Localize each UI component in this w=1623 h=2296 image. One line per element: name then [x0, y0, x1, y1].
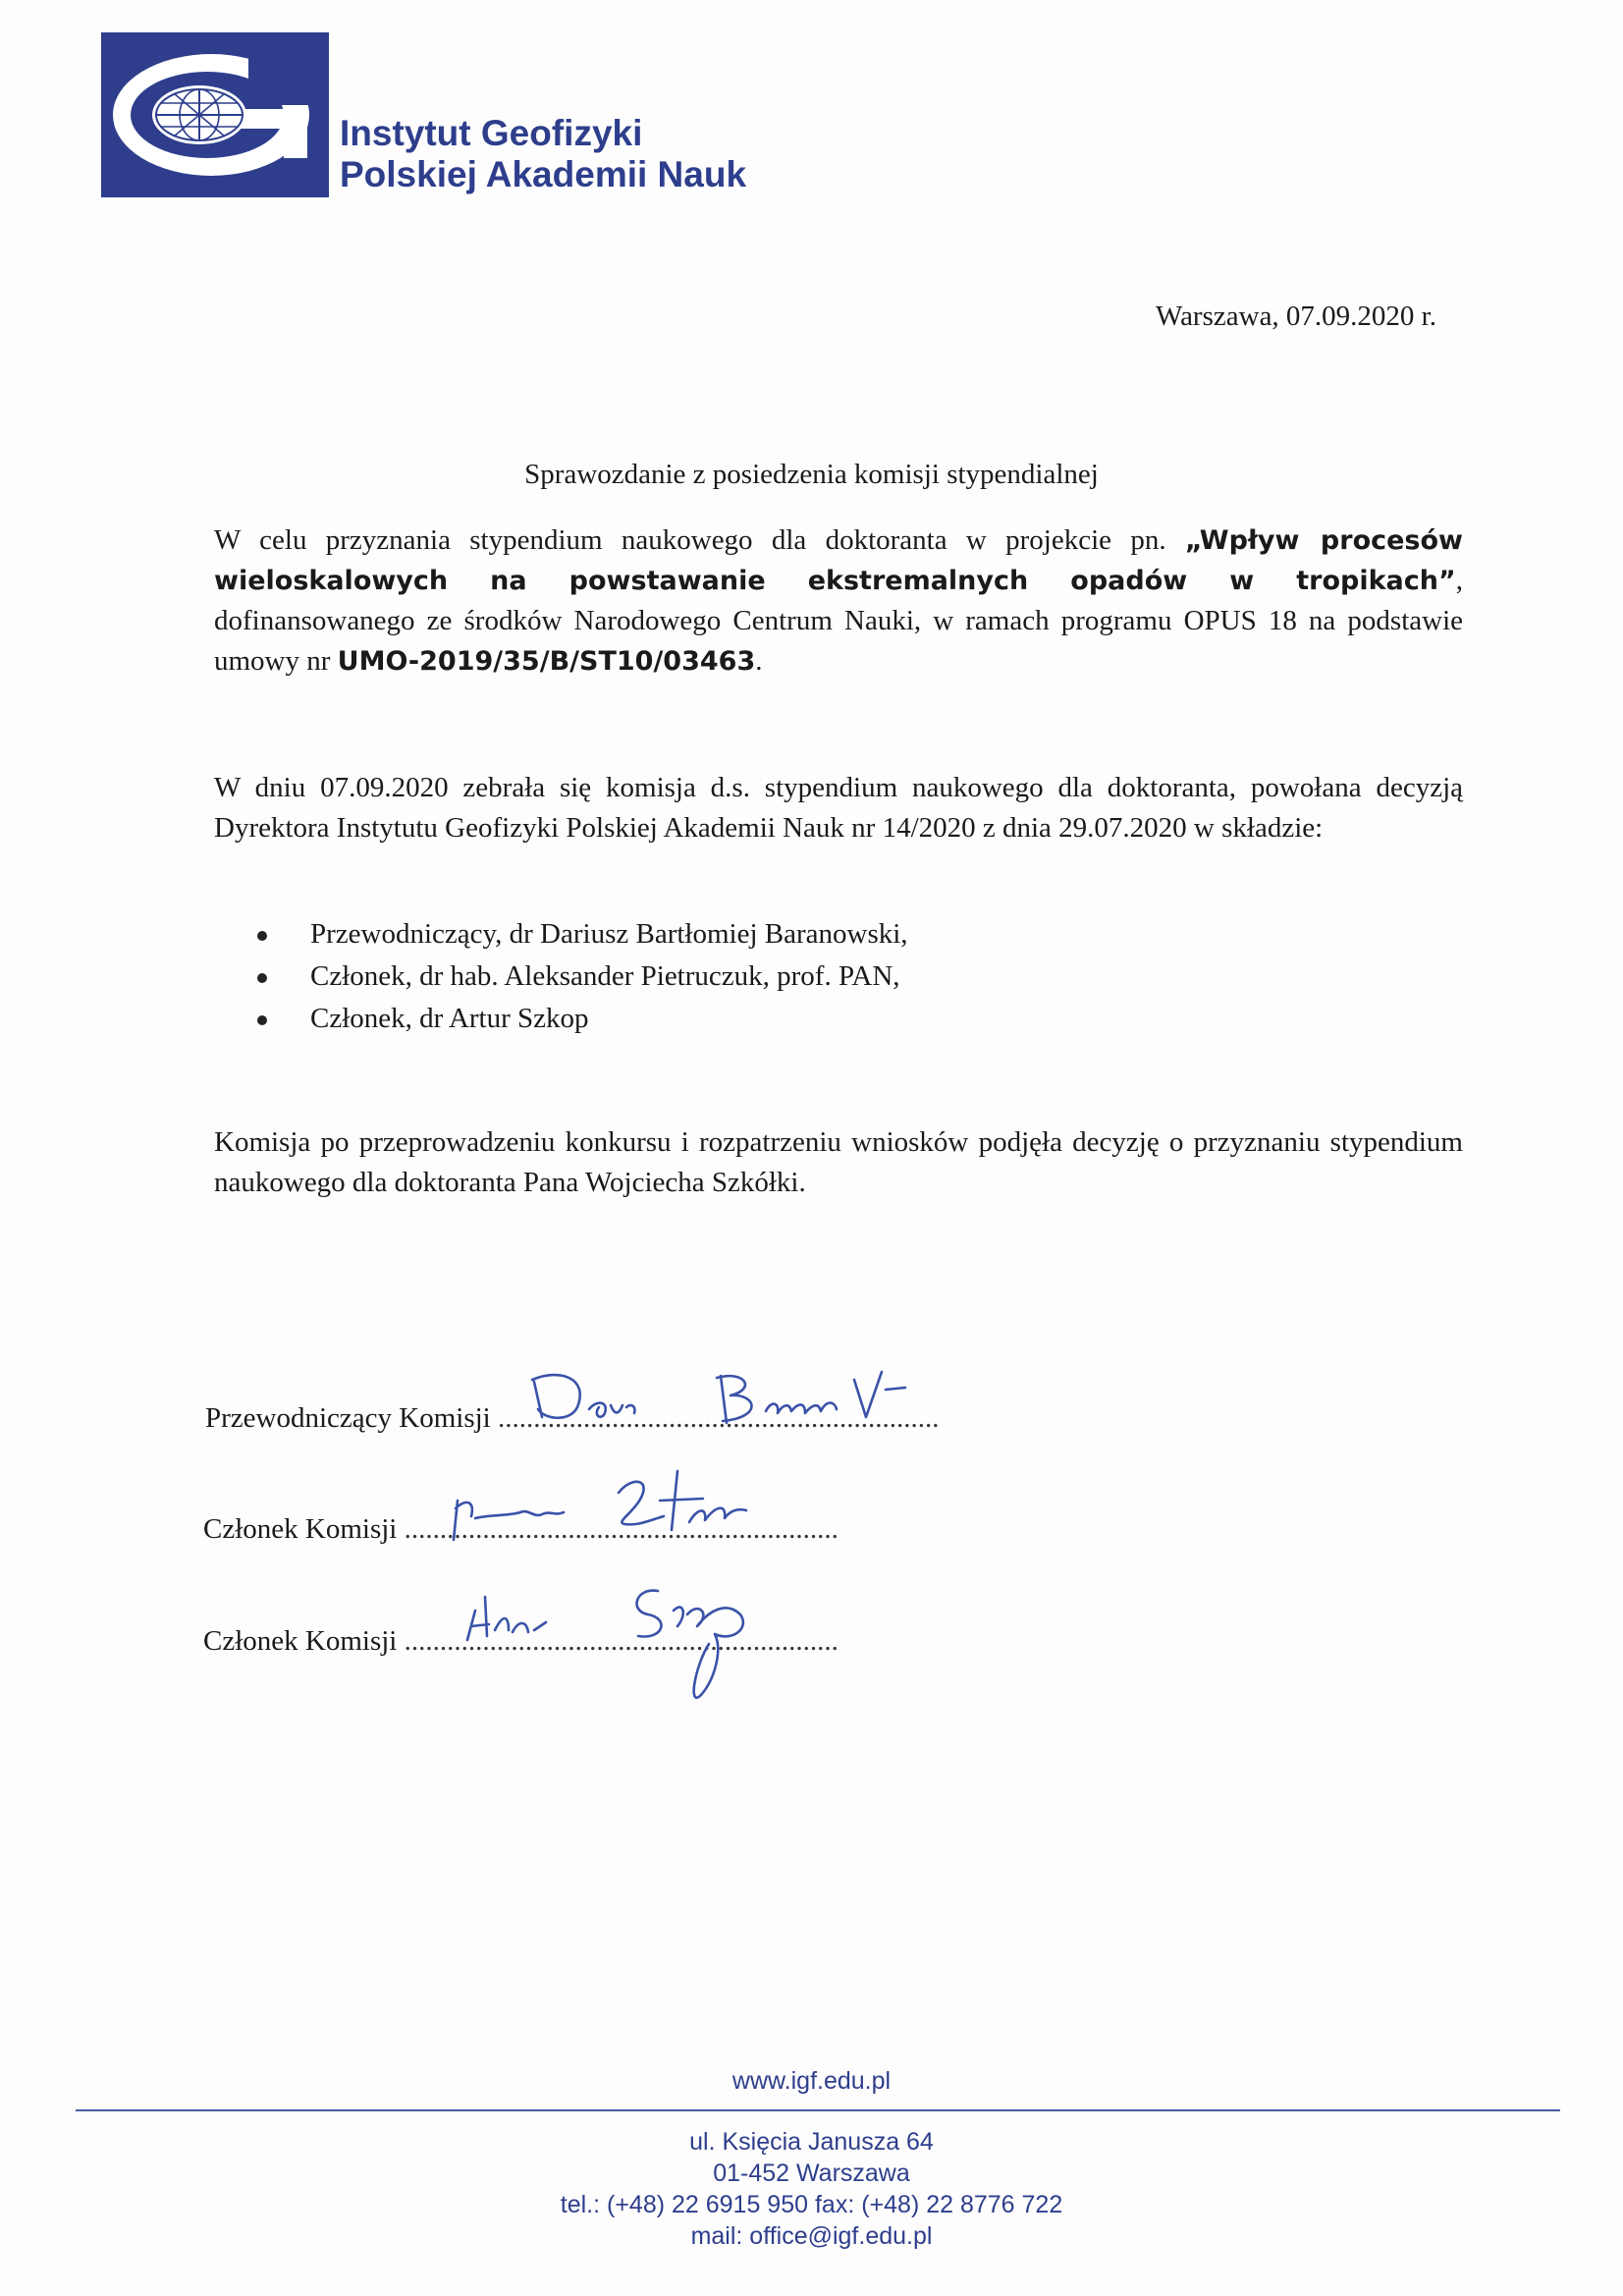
paragraph-project-end: .	[755, 645, 763, 677]
member-1: Członek, dr hab. Aleksander Pietruczuk, prof. PAN,	[310, 960, 900, 992]
paragraph-project	[214, 520, 1463, 682]
footer-city: 01-452 Warszawa	[713, 2159, 910, 2187]
member-2: Członek, dr Artur Szkop	[310, 1003, 589, 1034]
bullet-icon	[257, 931, 267, 941]
committee-members-list	[257, 913, 908, 1040]
igf-globe-logo-icon	[101, 32, 329, 197]
footer-address	[0, 2126, 1623, 2252]
list-item	[257, 998, 908, 1040]
paragraph-decision: Komisja po przeprowadzeniu konkursu i rozpatrzeniu wniosków podjęła decyzję o przyznaniu stypendium naukowego dla doktoranta Pana Wojciecha Szkółki.	[214, 1126, 1463, 1198]
institute-name	[340, 113, 746, 195]
signature-line-member1: .............................................................	[404, 1513, 839, 1545]
signature-label-member2: Członek Komisji	[203, 1625, 398, 1657]
bullet-icon	[257, 1015, 267, 1025]
list-item	[257, 913, 908, 956]
list-item	[257, 956, 908, 998]
handwritten-signature-chair	[520, 1360, 933, 1439]
signature-label-chair: Przewodniczący Komisji	[205, 1402, 491, 1434]
paragraph-project-intro: W celu przyznania stypendium naukowego dla doktoranta w projekcie pn.	[214, 524, 1185, 556]
handwritten-signature-member1	[432, 1461, 805, 1550]
member-chair: Przewodniczący, dr Dariusz Bartłomiej Baranowski,	[310, 918, 908, 950]
institute-name-line2: Polskiej Akademii Nauk	[340, 154, 747, 194]
contract-number: UMO-2019/35/B/ST10/03463	[337, 646, 756, 677]
paragraph-project-middle: , dofinansowanego ze środków Narodowego Centrum Nauki, w ramach programu OPUS 18 na podstawie umowy nr	[214, 565, 1463, 677]
signature-line-member2: .............................................................	[404, 1625, 839, 1657]
paragraph-committee: W dniu 07.09.2020 zebrała się komisja d.s. stypendium naukowego dla doktoranta, powołana decyzją Dyrektora Instytutu Geofizyki Polskiej Akademii Nauk nr 14/2020 z dnia 29.07.2020 w składzie:	[214, 772, 1463, 844]
project-title: „Wpływ procesów wieloskalowych na powstawanie ekstremalnych opadów w tropikach”	[214, 525, 1463, 596]
footer-website-link[interactable]: www.igf.edu.pl	[731, 2067, 892, 2095]
footer-phones: tel.: (+48) 22 6915 950 fax: (+48) 22 8776 722	[560, 2191, 1063, 2218]
place-and-date: Warszawa, 07.09.2020 r.	[1156, 301, 1436, 332]
handwritten-signature-member2	[452, 1571, 825, 1709]
document-title: Sprawozdanie z posiedzenia komisji stypendialnej	[524, 459, 1099, 490]
signature-label-member1: Członek Komisji	[203, 1513, 398, 1545]
footer-street: ul. Księcia Janusza 64	[689, 2128, 934, 2156]
bullet-icon	[257, 973, 267, 983]
signature-line-chair: ..............................................................	[497, 1402, 940, 1434]
footer-divider	[76, 2109, 1560, 2111]
footer-email[interactable]: mail: office@igf.edu.pl	[690, 2222, 933, 2250]
institute-name-line1: Instytut Geofizyki	[340, 113, 643, 153]
